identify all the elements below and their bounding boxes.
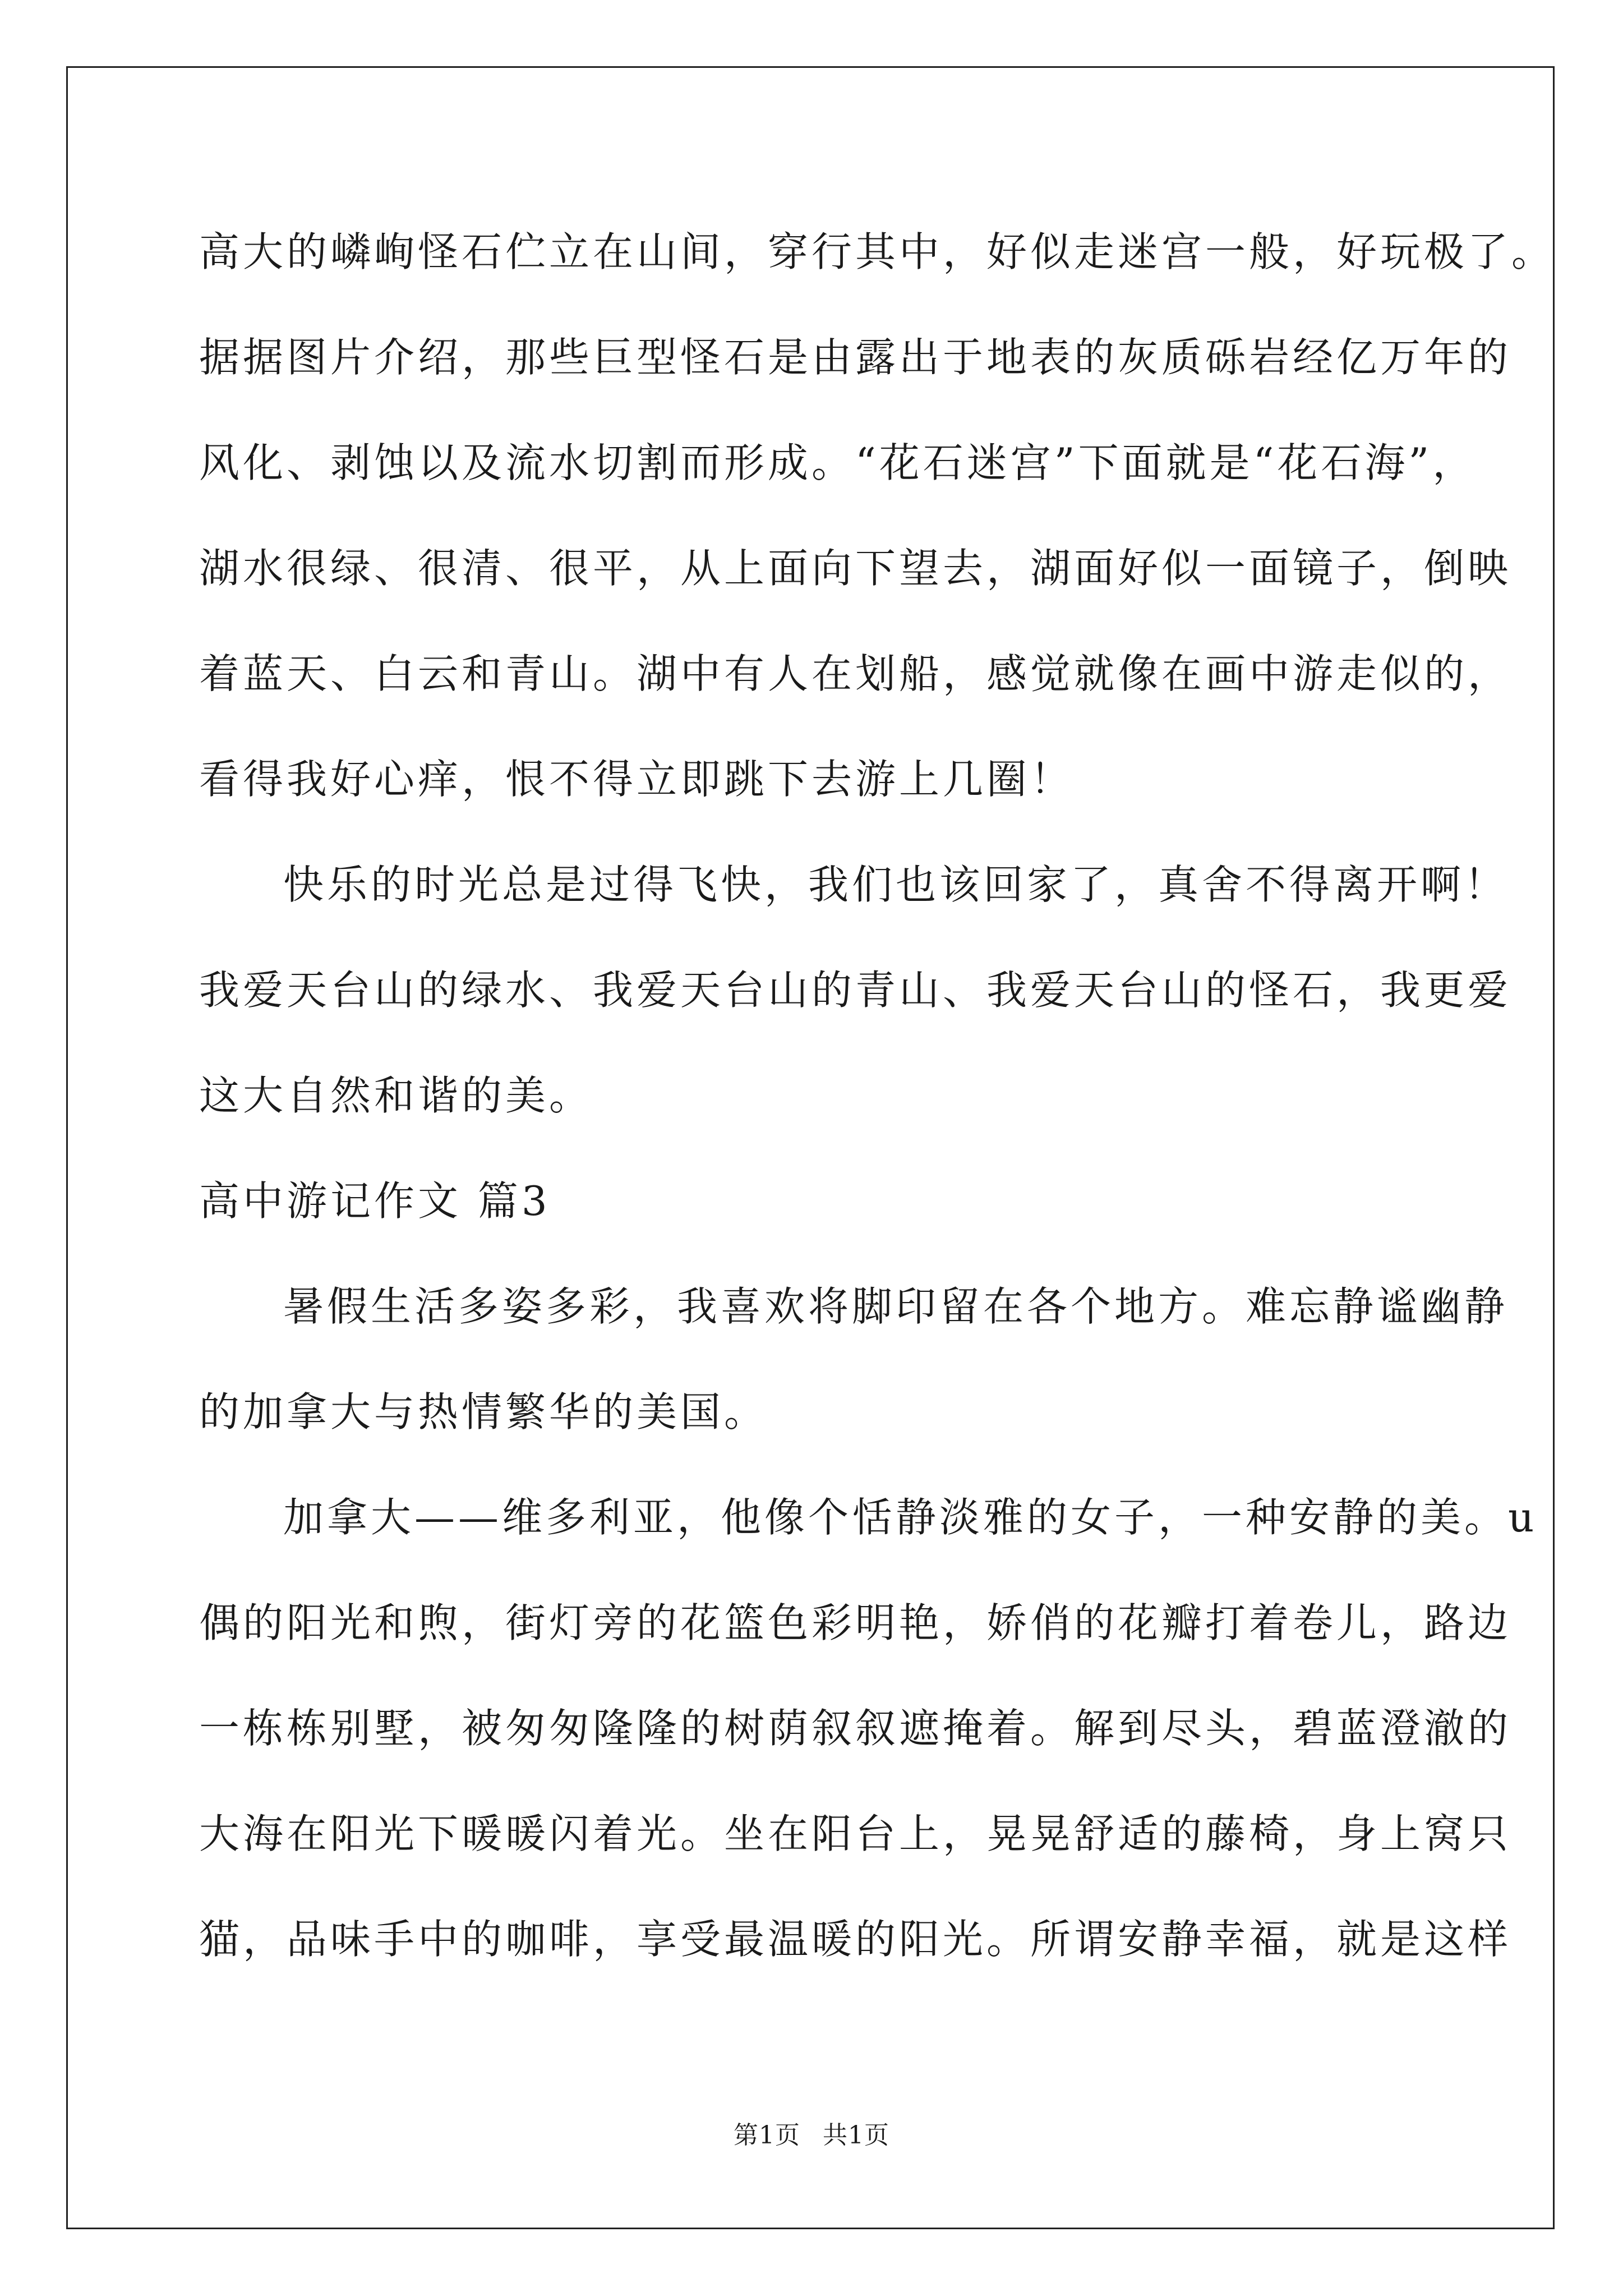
text-line: 湖水很绿、很清、很平，从上面向下望去，湖面好似一面镜子，倒映 bbox=[199, 545, 1512, 592]
text-line: 快乐的时光总是过得飞快，我们也该回家了，真舍不得离开啊！ bbox=[283, 861, 1509, 908]
text-line: 一栋栋别墅，被匆匆隆隆的树荫叙叙遮掩着。解到尽头，碧蓝澄澈的 bbox=[199, 1705, 1512, 1752]
page-number-total: 共1页 bbox=[823, 2121, 889, 2150]
text-line: 这大自然和谐的美。 bbox=[199, 1072, 593, 1119]
text-line: 偶的阳光和煦，街灯旁的花篮色彩明艳，娇俏的花瓣打着卷儿，路边 bbox=[199, 1599, 1512, 1646]
section-heading: 高中游记作文 篇3 bbox=[199, 1177, 551, 1225]
text-line: 猫，品味手中的咖啡，享受最温暖的阳光。所谓安静幸福，就是这样 bbox=[199, 1916, 1512, 1963]
text-line: 加拿大——维多利亚，他像个恬静淡雅的女子，一种安静的美。u bbox=[283, 1494, 1538, 1541]
text-line: 风化、剥蚀以及流水切割而形成。“花石迷宫”下面就是“花石海”， bbox=[199, 439, 1477, 486]
document-body bbox=[199, 199, 1556, 1992]
text-line: 的加拿大与热情繁华的美国。 bbox=[199, 1388, 768, 1435]
text-line: 据据图片介绍，那些巨型怪石是由露出于地表的灰质砾岩经亿万年的 bbox=[199, 334, 1512, 381]
text-line: 高大的嶙峋怪石伫立在山间，穿行其中，好似走迷宫一般，好玩极了。 bbox=[199, 228, 1556, 275]
text-line: 暑假生活多姿多彩，我喜欢将脚印留在各个地方。难忘静谧幽静 bbox=[283, 1283, 1509, 1330]
text-line: 看得我好心痒，恨不得立即跳下去游上几圈！ bbox=[199, 756, 1075, 803]
text-line: 我爱天台山的绿水、我爱天台山的青山、我爱天台山的怪石，我更爱 bbox=[199, 967, 1512, 1014]
page-footer bbox=[0, 2115, 1623, 2151]
page-number-current: 第1页 bbox=[734, 2121, 800, 2150]
text-line: 大海在阳光下暖暖闪着光。坐在阳台上，晃晃舒适的藤椅，身上窝只 bbox=[199, 1810, 1512, 1857]
text-line: 着蓝天、白云和青山。湖中有人在划船，感觉就像在画中游走似的， bbox=[199, 650, 1512, 697]
